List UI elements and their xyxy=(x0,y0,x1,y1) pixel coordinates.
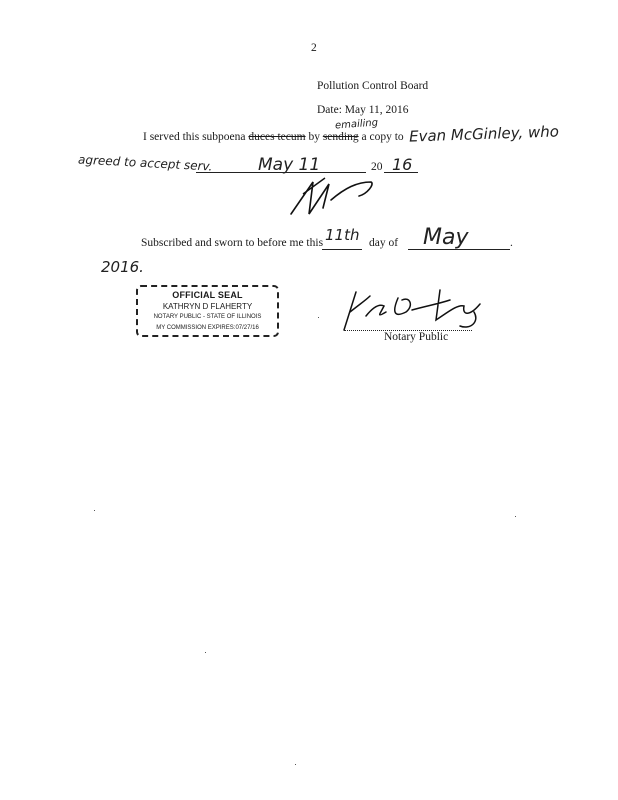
agreed-handwriting: agreed to accept serv. xyxy=(77,152,213,174)
notary-year-handwriting: 2016. xyxy=(101,258,144,276)
service-copy-to: a copy to xyxy=(361,131,404,143)
notary-signature xyxy=(340,286,500,334)
subscribed-text: Subscribed and sworn to before me this xyxy=(141,237,324,249)
official-seal-stamp xyxy=(136,285,279,337)
notary-day-handwriting: 11th xyxy=(325,226,360,244)
agency-name: Pollution Control Board xyxy=(317,80,429,92)
date-line: Date: May 11, 2016 xyxy=(317,104,409,116)
seal-title: OFFICIAL SEAL xyxy=(172,290,243,300)
service-lead: I served this subpoena xyxy=(143,131,246,143)
service-statement xyxy=(143,131,404,143)
seal-state: NOTARY PUBLIC - STATE OF ILLINOIS xyxy=(153,314,262,320)
scan-speck xyxy=(318,317,319,318)
service-day-handwriting: May 11 xyxy=(258,155,321,175)
scan-speck xyxy=(515,516,516,517)
year-prefix: 20 xyxy=(371,161,383,173)
seal-notary-name: KATHRYN D FLAHERTY xyxy=(162,302,253,311)
scan-speck xyxy=(205,652,206,653)
seal-commission-expiry: MY COMMISSION EXPIRES:07/27/16 xyxy=(156,325,259,331)
service-year-handwriting: 16 xyxy=(392,155,413,174)
inserted-method-handwriting: emailing xyxy=(334,117,379,132)
day-of-text: day of xyxy=(369,237,399,249)
notary-public-title: Notary Public xyxy=(384,331,449,343)
scan-speck xyxy=(295,764,296,765)
scan-speck xyxy=(94,510,95,511)
period: . xyxy=(510,237,513,249)
page-number: 2 xyxy=(311,42,317,54)
recipient-handwriting: Evan McGinley, who xyxy=(408,122,560,146)
service-by: by xyxy=(308,131,320,143)
struck-duces-tecum: duces tecum xyxy=(248,131,306,143)
server-signature xyxy=(285,174,395,224)
struck-sending: sending xyxy=(322,131,359,143)
notary-month-handwriting: May xyxy=(423,225,469,250)
day-underline xyxy=(322,249,362,250)
